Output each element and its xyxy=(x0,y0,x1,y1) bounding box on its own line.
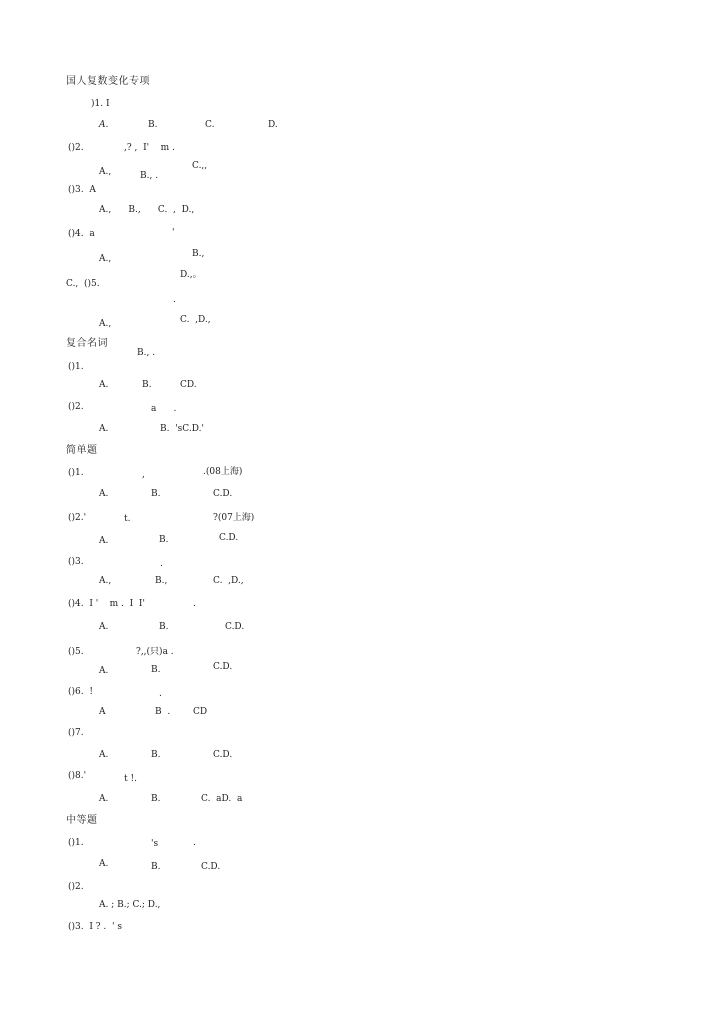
simple-q5-option-a: A. xyxy=(99,666,109,676)
question-5-stem: C., ()5. xyxy=(66,279,100,289)
q1-option-d: D. xyxy=(268,120,278,130)
simple-q2-option-a: A. xyxy=(99,536,109,546)
q1-option-c: C. xyxy=(205,120,215,130)
compound-q1-option-cd: CD. xyxy=(180,380,197,390)
section-compound-heading: 复合名词 xyxy=(66,338,108,349)
simple-q6-option-a: A xyxy=(99,707,106,717)
simple-q5-number: ()5. xyxy=(68,647,84,657)
simple-q1-option-a: A. xyxy=(99,489,109,499)
simple-q4-option-a: A. xyxy=(99,622,109,632)
simple-q6-number: ()6. ! xyxy=(68,687,93,697)
medium-q1-dot: . xyxy=(193,838,196,848)
medium-q2-number: ()2. xyxy=(68,882,84,892)
simple-q4-option-b: B. xyxy=(159,622,169,632)
simple-q1-option-b: B. xyxy=(151,489,161,499)
q5-option-cd: C. ,D., xyxy=(180,315,211,325)
q2-option-c: C.,, xyxy=(192,161,208,171)
simple-q5-stem: ?,,(只)a . xyxy=(136,647,174,657)
q4-option-d: D.,。 xyxy=(180,270,202,280)
q3-options: A., B., C. , D., xyxy=(99,205,195,215)
simple-q8-stem: t !. xyxy=(124,774,137,784)
simple-q1-option-cd: C.D. xyxy=(213,489,233,499)
simple-q8-option-b: B. xyxy=(151,794,161,804)
simple-q3-option-a: A., xyxy=(99,576,112,586)
compound-q2-number: ()2. xyxy=(68,402,84,412)
simple-q3-option-cd: C. ,D., xyxy=(213,576,244,586)
medium-q1-stem: 's xyxy=(151,839,159,849)
compound-q1-option-a: A. xyxy=(99,380,109,390)
q4-mark: ' xyxy=(172,228,175,238)
question-3-stem: ()3. A xyxy=(68,185,96,195)
simple-q2-source: ?(07上海) xyxy=(213,513,255,523)
medium-q1-option-b: B. xyxy=(151,862,161,872)
simple-q8-option-a: A. xyxy=(99,794,109,804)
q5-dot: . xyxy=(173,295,176,305)
compound-q2-option-bcd: B. 'sC.D.' xyxy=(160,424,204,434)
q2-option-a: A., xyxy=(99,167,112,177)
carry-option-b: B., . xyxy=(137,348,156,358)
medium-q1-number: ()1. xyxy=(68,838,84,848)
simple-q7-option-b: B. xyxy=(151,750,161,760)
q4-option-a: A., xyxy=(99,254,112,264)
simple-q2-number: ()2.' xyxy=(68,513,87,523)
compound-q1-number: ()1. xyxy=(68,362,84,372)
compound-q1-option-b: B. xyxy=(142,380,152,390)
medium-q1-option-cd: C.D. xyxy=(201,862,221,872)
q1-option-b: B. xyxy=(148,120,158,130)
simple-q4-dot: . xyxy=(193,599,196,609)
simple-q3-dot: . xyxy=(160,559,163,569)
q4-option-b: B., xyxy=(192,249,205,259)
medium-q3-stem: ()3. I ? . ' s xyxy=(68,922,122,932)
simple-q2-option-b: B. xyxy=(159,535,169,545)
simple-q6-option-cd: CD xyxy=(193,707,208,717)
compound-q2-option-a: A. xyxy=(99,424,109,434)
simple-q1-source: .(08上海) xyxy=(203,467,243,477)
simple-q1-number: ()1. xyxy=(68,468,84,478)
question-2-number: ()2. xyxy=(68,143,84,153)
simple-q7-option-a: A. xyxy=(99,750,109,760)
simple-q7-number: ()7. xyxy=(68,728,84,738)
simple-q4-stem: ()4. I ' m . I I' xyxy=(68,599,145,609)
simple-q2-option-cd: C.D. xyxy=(219,533,239,543)
simple-q3-number: ()3. xyxy=(68,557,84,567)
medium-q2-options: A. ; B.; C.; D., xyxy=(99,900,161,910)
section-medium-heading: 中等题 xyxy=(66,815,98,826)
simple-q7-option-cd: C.D. xyxy=(213,750,233,760)
simple-q8-number: ()8.' xyxy=(68,771,87,781)
simple-q5-option-cd: C.D. xyxy=(213,662,233,672)
simple-q5-option-b: B. xyxy=(151,665,161,675)
q1-option-a: A. xyxy=(99,120,109,130)
simple-q2-stem: t. xyxy=(124,514,131,524)
question-2-stem: ,? , I' m . xyxy=(124,143,175,153)
q5-option-a: A., xyxy=(99,319,112,329)
simple-q1-comma: , xyxy=(142,470,145,480)
simple-q6-option-b: B . xyxy=(155,707,171,717)
medium-q1-option-a: A. xyxy=(99,859,109,869)
q2-option-b: B., . xyxy=(140,171,159,181)
compound-q2-stem: a . xyxy=(151,404,177,414)
simple-q4-option-cd: C.D. xyxy=(225,622,245,632)
simple-q6-dot: . xyxy=(159,689,162,699)
question-1-stem: )1. I xyxy=(91,99,110,109)
question-4-stem: ()4. a xyxy=(68,229,95,239)
simple-q8-option-cd: C. aD. a xyxy=(201,794,243,804)
page-title: 国人复数变化专项 xyxy=(66,76,150,87)
section-simple-heading: 简单题 xyxy=(66,445,98,456)
simple-q3-option-b: B., xyxy=(155,576,168,586)
